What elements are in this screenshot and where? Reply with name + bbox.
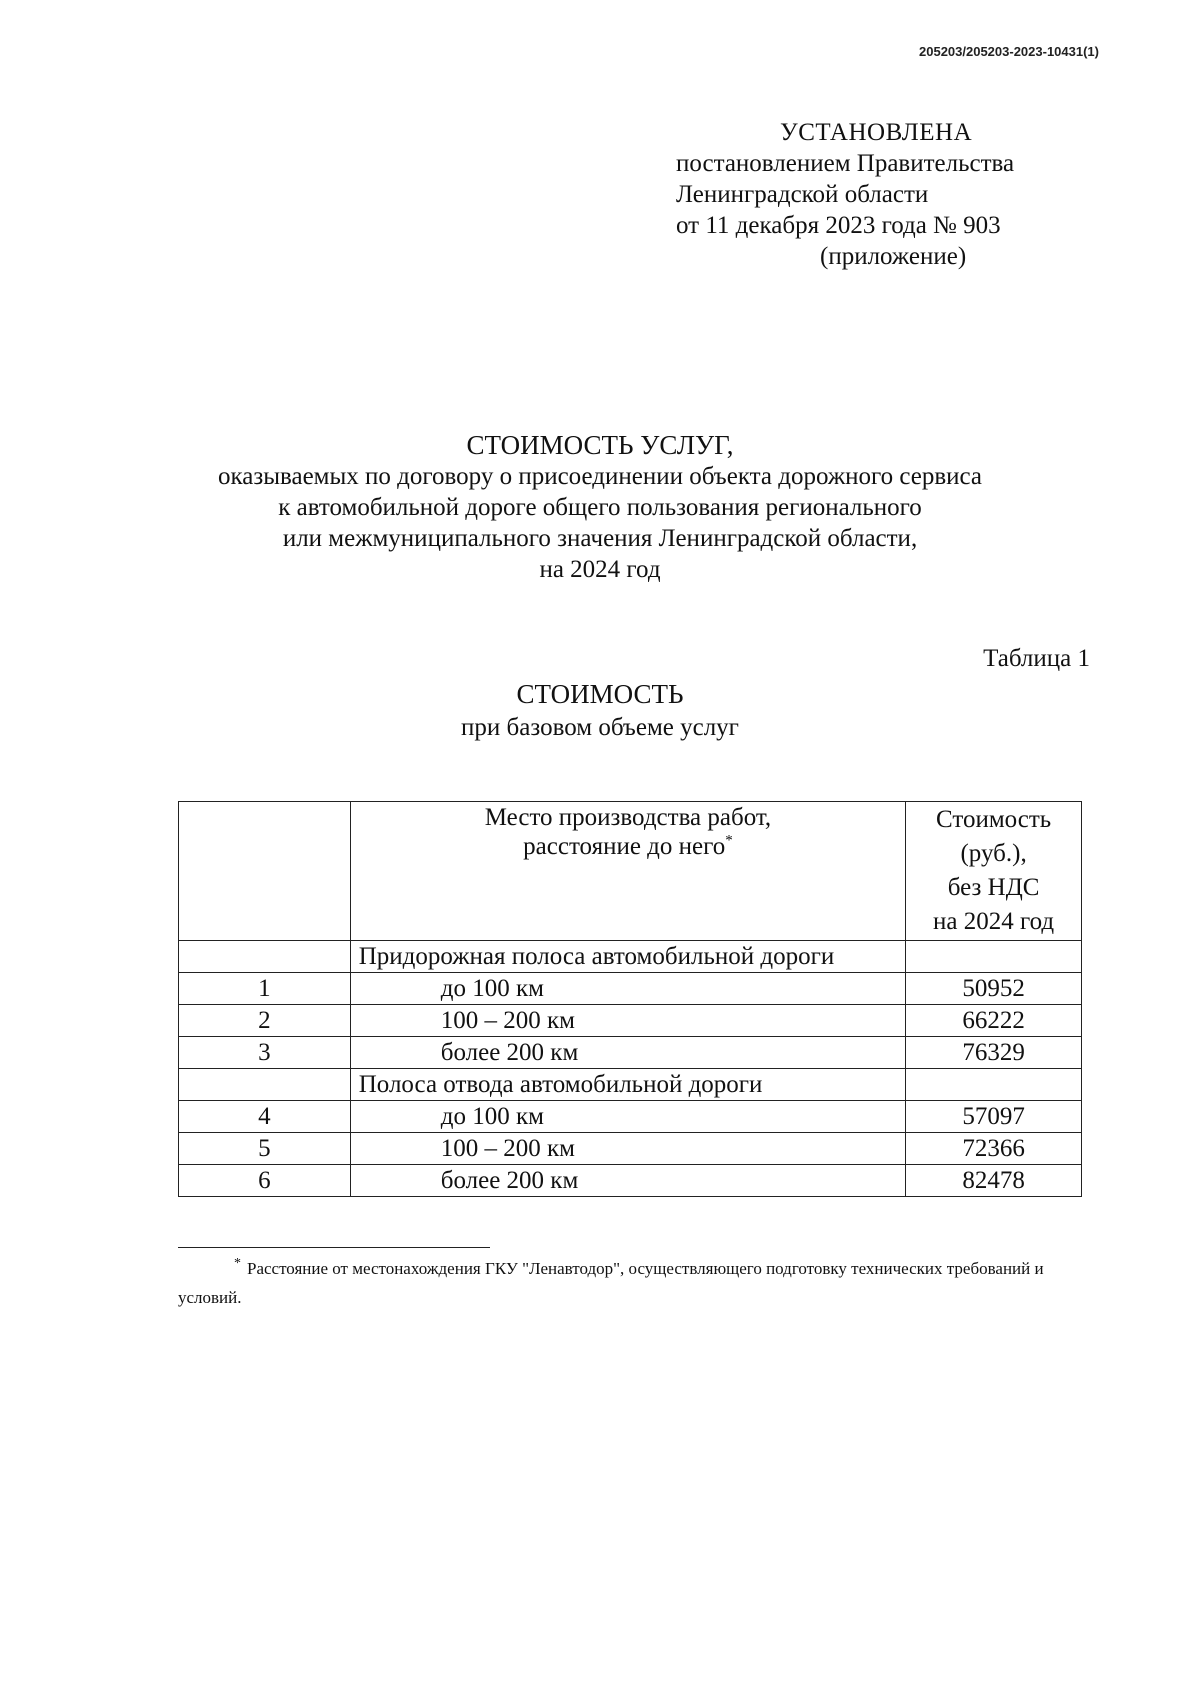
row-place: до 100 км [350, 1101, 905, 1133]
table-row [179, 1005, 1082, 1037]
row-cost: 57097 [906, 1101, 1082, 1133]
footnote-text: Расстояние от местонахождения ГКУ "Ленавтодор", осуществляющего подготовку технических требований и условий. [178, 1259, 1044, 1307]
table-title [0, 678, 1200, 744]
header-place [350, 802, 905, 941]
row-place: более 200 км [350, 1037, 905, 1069]
cost-table [178, 801, 1082, 1197]
table-row [179, 1133, 1082, 1165]
group-title: Полоса отвода автомобильной дороги [350, 1069, 905, 1101]
row-number: 1 [179, 973, 351, 1005]
header-place-line: расстояние до него* [523, 832, 733, 860]
approval-line: постановлением Правительства [676, 150, 1015, 177]
group-title: Придорожная полоса автомобильной дороги [350, 941, 905, 973]
row-cost: 72366 [906, 1133, 1082, 1165]
header-cost [906, 802, 1082, 941]
approval-stamp [676, 117, 1014, 272]
footnote [178, 1254, 1098, 1312]
row-cost: 76329 [906, 1037, 1082, 1069]
table-row [179, 1037, 1082, 1069]
document-title-heading: СТОИМОСТЬ УСЛУГ, [466, 430, 734, 460]
header-cost-line: Стоимость [936, 806, 1052, 833]
row-number: 6 [179, 1165, 351, 1197]
table-title-heading: СТОИМОСТЬ [516, 679, 684, 709]
approval-note: (приложение) [820, 243, 967, 270]
header-cost-line: (руб.), [960, 840, 1027, 867]
document-id: 205203/205203-2023-10431(1) [919, 44, 1099, 59]
footnote-mark: * [725, 832, 733, 849]
document-title-line: к автомобильной дороге общего пользования регионального [278, 494, 922, 521]
header-cost-line: без НДС [947, 874, 1040, 901]
document-title-line: оказываемых по договору о присоединении объекта дорожного сервиса [217, 463, 983, 490]
document-title-line: на 2024 год [539, 556, 661, 583]
row-number: 2 [179, 1005, 351, 1037]
approval-title: УСТАНОВЛЕНА [780, 119, 973, 146]
document-title-line: или межмуниципального значения Ленинградской области, [282, 525, 918, 552]
table-number: Таблица 1 [983, 645, 1090, 672]
row-place: более 200 км [350, 1165, 905, 1197]
header-place-line: Место производства работ, [484, 804, 772, 831]
row-place: до 100 км [350, 973, 905, 1005]
row-cost: 50952 [906, 973, 1082, 1005]
row-number: 3 [179, 1037, 351, 1069]
footnote-mark: * [234, 1256, 241, 1272]
table-row [179, 1101, 1082, 1133]
footnote-divider [178, 1247, 490, 1248]
table-title-subheading: при базовом объеме услуг [461, 714, 739, 741]
approval-line: Ленинградской области [676, 181, 929, 208]
table-header-row [179, 802, 1082, 941]
row-cost: 66222 [906, 1005, 1082, 1037]
group-row [179, 941, 1082, 973]
table-row [179, 973, 1082, 1005]
row-number: 5 [179, 1133, 351, 1165]
document-title [0, 430, 1200, 585]
row-place: 100 – 200 км [350, 1133, 905, 1165]
row-number: 4 [179, 1101, 351, 1133]
header-cost-line: на 2024 год [933, 908, 1055, 935]
row-cost: 82478 [906, 1165, 1082, 1197]
approval-line: от 11 декабря 2023 года № 903 [676, 212, 1001, 239]
row-place: 100 – 200 км [350, 1005, 905, 1037]
group-row [179, 1069, 1082, 1101]
table-row [179, 1165, 1082, 1197]
header-number [179, 802, 351, 941]
